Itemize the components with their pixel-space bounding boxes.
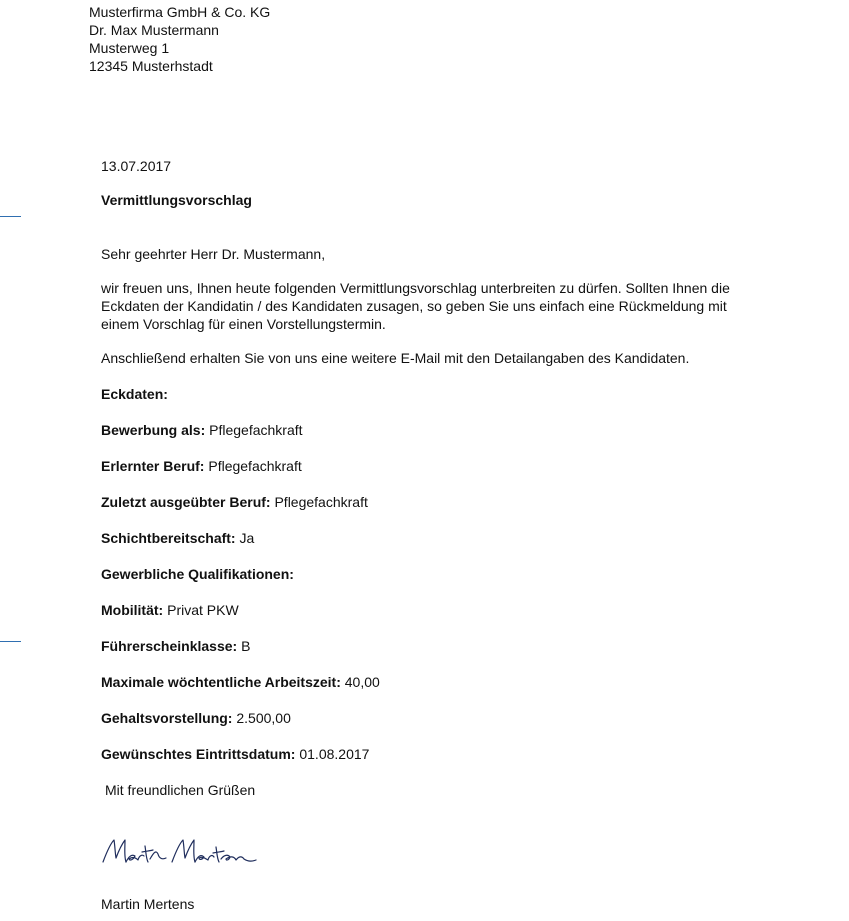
field-shift-readiness — [101, 529, 781, 547]
signer-name: Martin Mertens — [101, 896, 195, 912]
field-value: 01.08.2017 — [299, 746, 370, 762]
field-salary-expectation — [101, 709, 781, 727]
field-label: Mobilität: — [101, 602, 164, 618]
fold-mark-top — [0, 216, 21, 217]
field-value: Pflegefachkraft — [209, 422, 303, 438]
letter-subject: Vermittlungsvorschlag — [101, 192, 252, 208]
fold-mark-bottom — [0, 641, 21, 642]
field-application-as — [101, 421, 781, 439]
sender-address — [89, 3, 270, 75]
intro-line: wir freuen uns, Ihnen heute folgenden Vermittlungsvorschlag unterbreiten zu dürfen. Sollten Ihnen die — [101, 280, 730, 296]
field-start-date — [101, 745, 781, 763]
handwritten-signature — [100, 832, 260, 872]
intro-line: einem Vorschlag für einen Vorstellungstermin. — [101, 316, 386, 332]
letter-date: 13.07.2017 — [101, 158, 172, 174]
field-label: Schichtbereitschaft: — [101, 530, 236, 546]
field-learned-profession — [101, 457, 781, 475]
intro-paragraph — [101, 279, 751, 333]
field-value: Privat PKW — [167, 602, 239, 618]
field-label: Zuletzt ausgeübter Beruf: — [101, 494, 271, 510]
field-label: Gehaltsvorstellung: — [101, 710, 233, 726]
field-label: Erlernter Beruf: — [101, 458, 205, 474]
field-license-class — [101, 637, 781, 655]
field-label: Führerscheinklasse: — [101, 638, 238, 654]
field-label: Gewerbliche Qualifikationen: — [101, 566, 294, 582]
field-value: Ja — [239, 530, 255, 546]
field-mobility — [101, 601, 781, 619]
field-value: Pflegefachkraft — [274, 494, 368, 510]
sender-city: 12345 Musterhstadt — [89, 58, 213, 74]
field-label: Gewünschtes Eintrittsdatum: — [101, 746, 296, 762]
field-label: Maximale wöchtentliche Arbeitszeit: — [101, 674, 341, 690]
letter-salutation: Sehr geehrter Herr Dr. Mustermann, — [101, 246, 326, 262]
field-last-profession — [101, 493, 781, 511]
closing-greeting: Mit freundlichen Grüßen — [105, 782, 256, 798]
field-value: Pflegefachkraft — [208, 458, 302, 474]
field-value: 2.500,00 — [236, 710, 291, 726]
key-data-heading: Eckdaten: — [101, 386, 168, 402]
letter-body — [101, 157, 781, 799]
field-label: Bewerbung als: — [101, 422, 206, 438]
sender-company: Musterfirma GmbH & Co. KG — [89, 4, 271, 20]
field-value: 40,00 — [344, 674, 380, 690]
field-trade-qualifications — [101, 565, 781, 583]
followup-paragraph: Anschließend erhalten Sie von uns eine weitere E-Mail mit den Detailangaben des Kandidaten. — [101, 350, 690, 366]
field-value: B — [241, 638, 251, 654]
intro-line: Eckdaten der Kandidatin / des Kandidaten zusagen, so geben Sie uns einfach eine Rückmeldung mit — [101, 298, 727, 314]
sender-street: Musterweg 1 — [89, 40, 170, 56]
field-max-weekly-hours — [101, 673, 781, 691]
sender-contact: Dr. Max Mustermann — [89, 22, 219, 38]
